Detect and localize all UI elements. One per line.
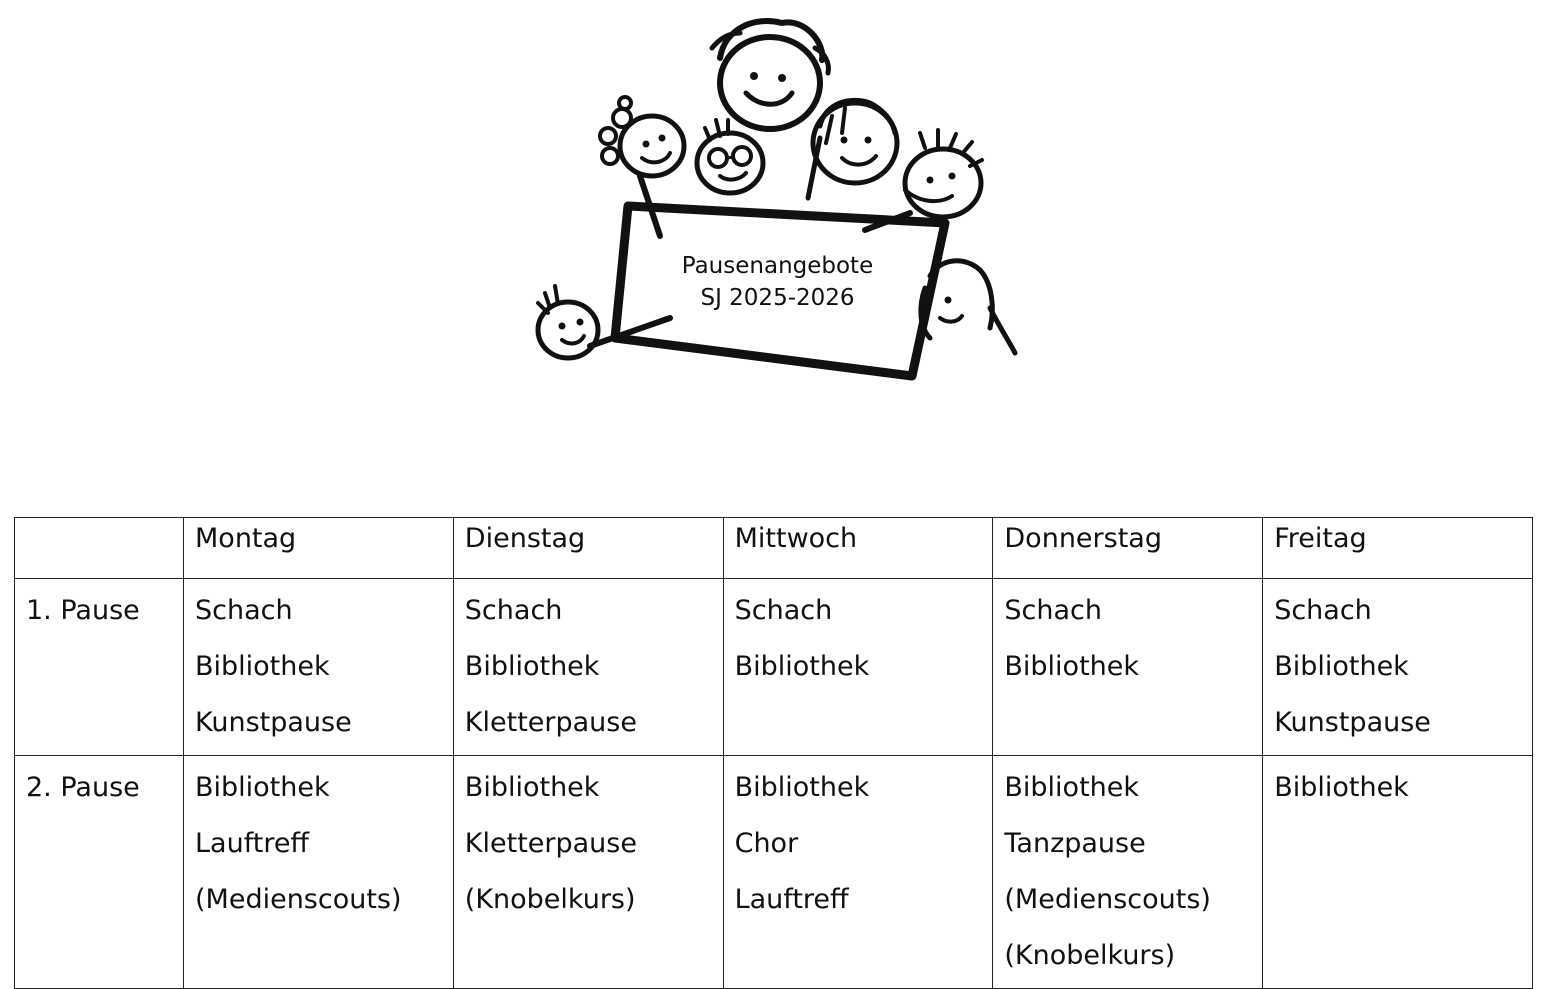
activity-item: (Medienscouts) bbox=[1004, 884, 1211, 915]
activity-item: (Medienscouts) bbox=[195, 884, 402, 915]
activity-item: Bibliothek bbox=[734, 651, 870, 682]
activity-item: Bibliothek bbox=[1274, 772, 1409, 803]
break-schedule-table bbox=[14, 517, 1533, 989]
kid-flower-face bbox=[600, 97, 684, 236]
activity-item: Lauftreff bbox=[734, 884, 849, 915]
sign-title: Pausenangebote bbox=[681, 253, 874, 279]
kid-girl-face bbox=[808, 100, 897, 198]
activity-item: Schach bbox=[734, 595, 833, 626]
table-header-row bbox=[15, 518, 1533, 579]
cell-pause1-donnerstag bbox=[993, 579, 1263, 756]
activity-item: Kletterpause bbox=[464, 828, 637, 859]
activity-item: Schach bbox=[1004, 595, 1102, 626]
activity-item: (Knobelkurs) bbox=[464, 884, 636, 915]
cell-pause1-montag bbox=[184, 579, 454, 756]
row-label: 1. Pause bbox=[26, 595, 140, 626]
activity-item: Tanzpause bbox=[1004, 828, 1146, 859]
day-header-dienstag: Dienstag bbox=[453, 518, 723, 579]
table-row-pause-2 bbox=[15, 756, 1533, 989]
cell-pause1-freitag bbox=[1263, 579, 1533, 756]
activity-item: Schach bbox=[1274, 595, 1372, 626]
cell-pause2-mittwoch bbox=[723, 756, 993, 989]
activity-item: (Knobelkurs) bbox=[1004, 940, 1176, 971]
row-label-pause-2 bbox=[15, 756, 184, 989]
header-corner-cell bbox=[15, 518, 184, 579]
kid-glasses-face bbox=[697, 120, 763, 193]
activity-item: Bibliothek bbox=[195, 772, 330, 803]
day-header-mittwoch: Mittwoch bbox=[723, 518, 993, 579]
cell-pause1-mittwoch bbox=[723, 579, 993, 756]
cell-pause2-donnerstag bbox=[993, 756, 1263, 989]
cell-pause2-montag bbox=[184, 756, 454, 989]
activity-item: Bibliothek bbox=[1274, 651, 1409, 682]
row-label-pause-1 bbox=[15, 579, 184, 756]
day-header-freitag: Freitag bbox=[1263, 518, 1533, 579]
activity-item: Chor bbox=[734, 828, 799, 859]
kid-top-face bbox=[712, 21, 828, 129]
sign-subtitle: SJ 2025-2026 bbox=[700, 285, 855, 311]
activity-item: Lauftreff bbox=[195, 828, 310, 859]
cell-pause2-freitag bbox=[1263, 756, 1533, 989]
activity-item: Bibliothek bbox=[464, 772, 600, 803]
activity-item: Bibliothek bbox=[1004, 772, 1140, 803]
table-row-pause-1 bbox=[15, 579, 1533, 756]
day-header-donnerstag: Donnerstag bbox=[993, 518, 1263, 579]
activity-item: Bibliothek bbox=[734, 772, 870, 803]
cell-pause2-dienstag bbox=[453, 756, 723, 989]
day-header-montag: Montag bbox=[184, 518, 454, 579]
activity-item: Schach bbox=[195, 595, 293, 626]
children-holding-sign-illustration bbox=[520, 8, 1030, 393]
sign-text bbox=[640, 250, 915, 314]
activity-item: Kunstpause bbox=[1274, 707, 1431, 738]
activity-item: Kletterpause bbox=[464, 707, 637, 738]
activity-item: Schach bbox=[464, 595, 563, 626]
row-label: 2. Pause bbox=[26, 772, 140, 803]
activity-item: Bibliothek bbox=[1004, 651, 1140, 682]
cell-pause1-dienstag bbox=[453, 579, 723, 756]
activity-item: Bibliothek bbox=[195, 651, 330, 682]
activity-item: Bibliothek bbox=[464, 651, 600, 682]
activity-item: Kunstpause bbox=[195, 707, 352, 738]
kid-spiky-face bbox=[865, 130, 982, 230]
